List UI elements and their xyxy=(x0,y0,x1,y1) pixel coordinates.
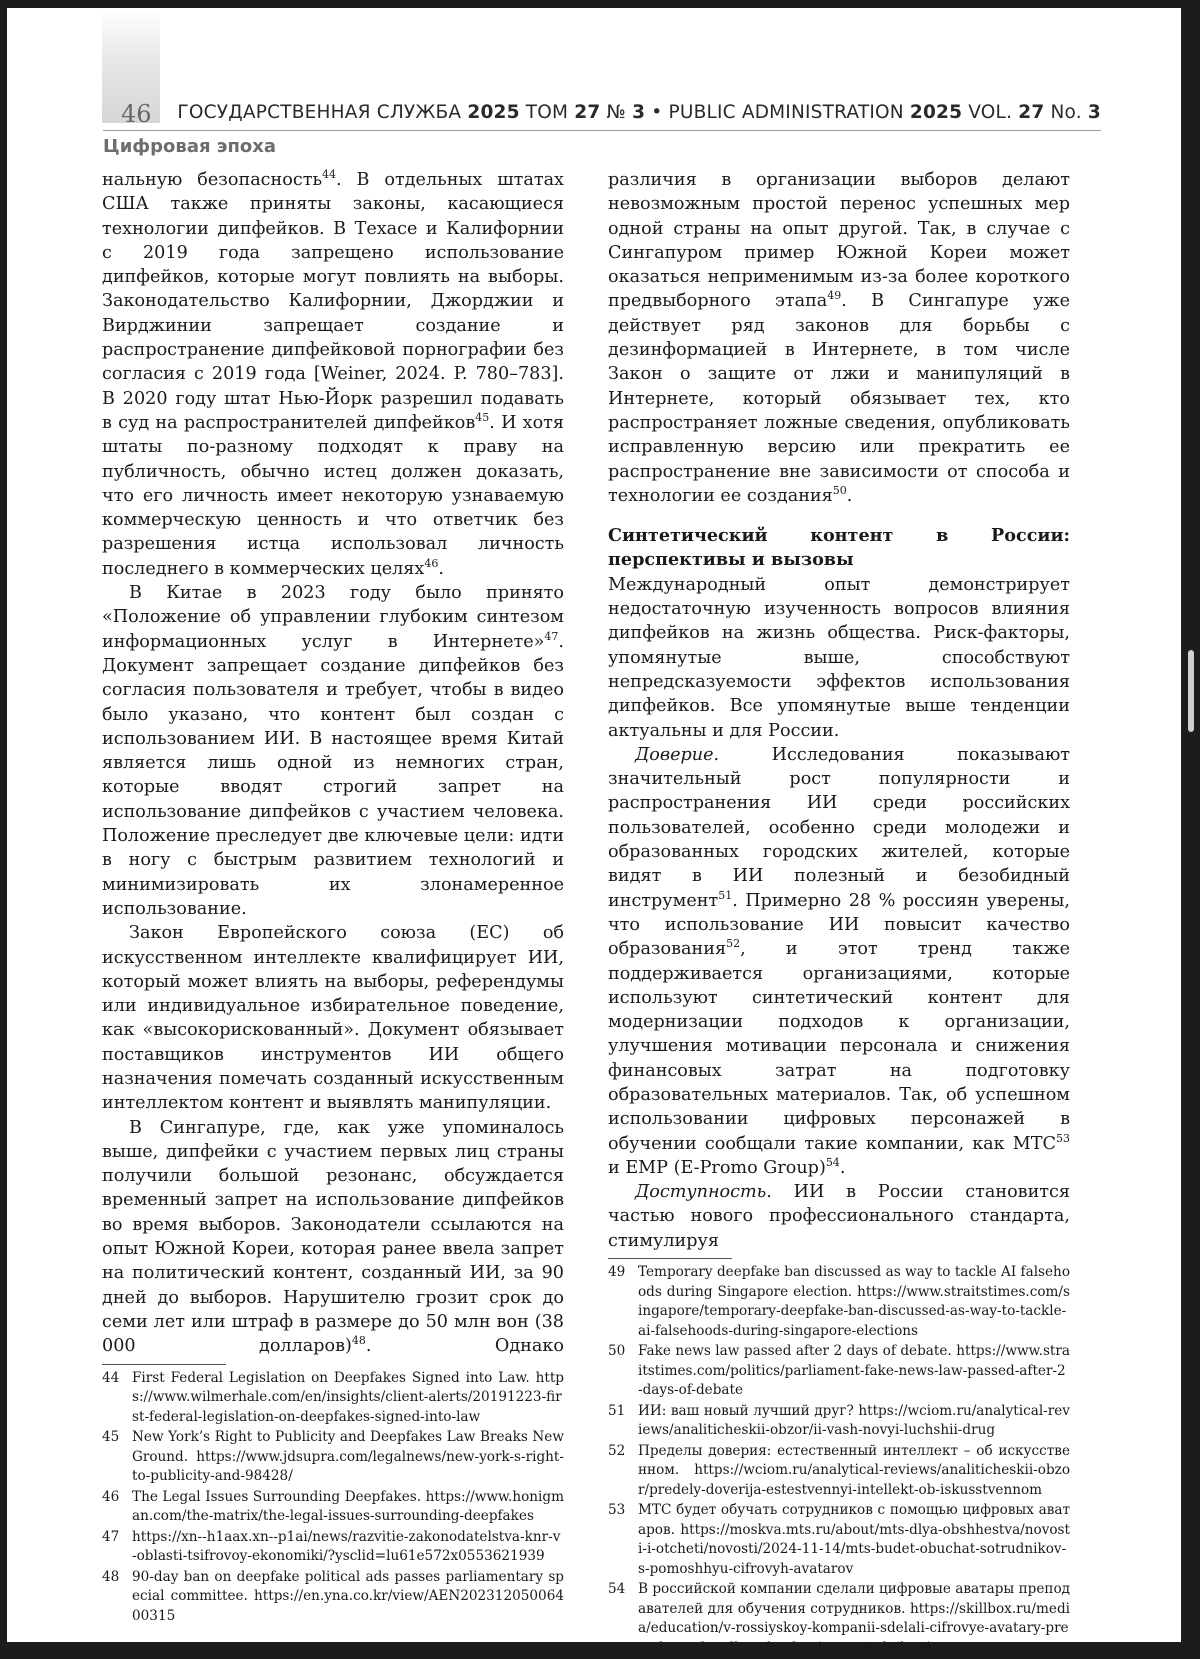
footnote-text: 90-day ban on deepfake political ads passes parliamentary special committee. https://en.yna.co.kr/view/AEN20231205006400315 xyxy=(132,1568,564,1624)
left-column xyxy=(102,168,564,1627)
footnote xyxy=(608,1263,1070,1341)
footnote-text: First Federal Legislation on Deepfakes Signed into Law. https://www.wilmerhale.com/en/insights/client-alerts/20191223-first-federal-legislation-on-deepfakes-signed-into-law xyxy=(132,1369,564,1425)
paragraph: Закон Европейского союза (ЕС) об искусственном интеллекте квалифицирует ИИ, который может влиять на выборы, референдумы или индивидуальное избирательное поведение, как «высокорискованный». Документ обязывает поставщиков инструментов ИИ общего назначения помечать созданный искусственным интеллектом контент и выявлять манипуляции. xyxy=(102,923,564,1114)
footnote-number: 51 xyxy=(608,1402,626,1419)
footnote-rule xyxy=(102,1364,226,1365)
footnote-rule xyxy=(608,1258,732,1259)
paragraph: различия в организации выборов делают невозможным простой перенос успешных мер одной страны на опыт другой. Так, в случае с Сингапуром пример Южной Кореи может оказаться неприменимым из-за более короткого предвыборного этапа$^{49}$. В Сингапуре уже действует ряд законов для борьбы с дезинформацией в Интернете, в том числе Закон о защите от лжи и манипуляций в Интернете, который обязывает тех, кто распространяет ложные сведения, опубликовать исправленную версию или прекратить ее распространение вне зависимости от способа и технологии ее создания$^{50}$. xyxy=(608,170,1070,506)
footnote xyxy=(102,1488,564,1527)
footnote-text: New York’s Right to Publicity and Deepfakes Law Breaks New Ground. https://www.jdsupra.com/legalnews/new-york-s-right-to-publicity-and-98428/ xyxy=(132,1429,564,1485)
footnote xyxy=(102,1369,564,1428)
paragraph: Доверие. Исследования показывают значительный рост популярности и распространения ИИ среди российских пользователей, особенно среди молодежи и образованных городских жителей, которые видят в ИИ полезный и безобидный инструмент$^{51}$. Примерно 28 % россиян уверены, что использование ИИ повысит качество образования$^{52}$, и этот тренд также поддерживается организациями, которые используют синтетический контент для модернизации подходов к организации, улучшения мотивации персонала и снижения финансовых затрат на подготовку образовательных материалов. Так, об успешном использовании цифровых персонажей в обучении сообщали такие компании, как МТС$^{53}$ и EMP (E-Promo Group)$^{54}$. xyxy=(608,744,1070,1178)
footnote-text: В российской компании сделали цифровые аватары преподавателей для обучения сотрудников. https://skillbox.ru/media/education/v-rossiyskoy-kompanii-sdelali-cifrovye-avatary-prepodavateley-dlya-obucheniya-sotrudnikov/ xyxy=(638,1581,1070,1656)
footnote-number: 54 xyxy=(608,1581,626,1598)
footnote-text: Temporary deepfake ban discussed as way to tackle AI falsehoods during Singapore election. https://www.straitstimes.com/singapore/temporary-deepfake-ban-discussed-as-way-to-tackle-ai-falsehoods-during-singapore-elections xyxy=(638,1264,1070,1339)
footnote-number: 49 xyxy=(608,1264,626,1281)
paragraph: нальную безопасность$^{44}$. В отдельных штатах США также приняты законы, касающиеся технологии дипфейков. В Техасе и Калифорнии с 2019 года запрещено использование дипфейков, которые могут повлиять на выборы. Законодательство Калифорнии, Джорджии и Вирджинии запрещает создание и распространение дипфейковой порнографии без согласия с 2019 года [Weiner, 2024. P. 780–783]. В 2020 году штат Нью-Йорк разрешил подавать в суд на распространителей дипфейков$^{45}$. И хотя штаты по-разному подходят к праву на публичность, обычно истец должен доказать, что его личность имеет некоторую узнаваемую коммерческую ценность и что ответчик без разрешения истца использовал личность последнего в коммерческих целях$^{46}$. xyxy=(102,168,565,579)
page-number: 46 xyxy=(121,100,152,128)
footnote xyxy=(608,1442,1070,1501)
footnote xyxy=(102,1528,564,1567)
footnotes-left xyxy=(102,1369,564,1627)
footnote-text: https://xn--h1aax.xn--p1ai/news/razvitie-zakonodatelstva-knr-v-oblasti-tsifrovoy-ekonomiki/?ysclid=lu61e572x0553621939 xyxy=(132,1528,561,1565)
footnote xyxy=(102,1428,564,1487)
footnote xyxy=(608,1402,1070,1441)
footnote-text: Пределы доверия: естественный интеллект – об искусственном. https://wciom.ru/analytical-reviews/analiticheskii-obzor/predely-doverija-estestvennyi-intellekt-ob-iskusstvennom xyxy=(638,1442,1070,1498)
footnote xyxy=(608,1342,1070,1401)
right-column xyxy=(608,168,1070,1659)
footnote-text: Fake news law passed after 2 days of debate. https://www.straitstimes.com/politics/parliament-fake-news-law-passed-after-2-days-of-debate xyxy=(638,1343,1070,1399)
running-header xyxy=(103,102,1101,132)
footnote-text: The Legal Issues Surrounding Deepfakes. https://www.honigman.com/the-matrix/the-legal-issues-surrounding-deepfakes xyxy=(132,1488,564,1525)
footnote-text: ИИ: ваш новый лучший друг? https://wciom.ru/analytical-reviews/analiticheskii-obzor/ii-vash-novyi-luchshii-drug xyxy=(638,1402,1070,1439)
footnote-number: 44 xyxy=(102,1369,120,1386)
section-title: Цифровая эпоха xyxy=(103,136,277,157)
footnote xyxy=(608,1501,1070,1579)
paragraph: В Сингапуре, где, как уже упоминалось выше, дипфейки с участием первых лиц страны получили большой резонанс, обсуждается временный запрет на использование дипфейков во время выборов. Законодатели ссылаются на опыт Южной Кореи, которая ранее ввела запрет на политический контент, созданный ИИ, за 90 дней до выборов. Нарушителю грозит срок до семи лет или штраф в размере до 50 млн вон (38 000 долларов)$^{48}$. Однако xyxy=(102,1117,564,1357)
footnote-number: 48 xyxy=(102,1568,120,1585)
footnote xyxy=(608,1580,1070,1658)
paragraph: В Китае в 2023 году было принято «Положение об управлении глубоким синтезом информационных услуг в Интернете»$^{47}$. Документ запрещает создание дипфейков без согласия пользователя и требует, чтобы в видео было указано, что контент был создан с использованием ИИ. В настоящее время Китай является лишь одной из немногих стран, которые вводят строгий запрет на использование дипфейков с участием человека. Положение преследует две ключевые цели: идти в ногу с быстрым развитием технологий и минимизировать их злонамеренное использование. xyxy=(102,583,564,919)
footnote-number: 52 xyxy=(608,1442,626,1459)
footnote-text: МТС будет обучать сотрудников с помощью цифровых аватаров. https://moskva.mts.ru/about/mts-dlya-obshhestva/novosti-i-otcheti/novosti/2024-11-14/mts-budet-obuchat-sotrudnikov-s-pomoshhyu-cifrovyh-avatarov xyxy=(638,1502,1070,1577)
paragraph: Международный опыт демонстрирует недостаточную изученность вопросов влияния дипфейков на жизнь общества. Риск-факторы, упомянутые выше, способствуют непредсказуемости эффектов использования дипфейков. Все упомянутые выше тенденции актуальны и для России. xyxy=(608,574,1070,741)
footnote-number: 50 xyxy=(608,1343,626,1360)
document-page xyxy=(7,8,1181,1656)
footnote-number: 47 xyxy=(102,1528,120,1545)
header-rule xyxy=(103,130,1101,131)
footnote-number: 45 xyxy=(102,1429,120,1446)
footnote-number: 46 xyxy=(102,1488,120,1505)
footnote-number: 53 xyxy=(608,1502,626,1519)
footnote xyxy=(102,1568,564,1627)
scrollbar-thumb[interactable] xyxy=(1188,650,1194,732)
paragraph: Доступность. ИИ в России становится частью нового профессионального стандарта, стимулируя xyxy=(608,1182,1070,1251)
footnotes-right xyxy=(608,1263,1070,1658)
journal-title: ГОСУДАРСТВЕННАЯ СЛУЖБА 2025 ТОМ 27 № 3 • PUBLIC ADMINISTRATION 2025 VOL. 27 No. 3 xyxy=(177,102,1101,123)
section-heading: Синтетический контент в России: перспективы и вызовы xyxy=(608,525,1070,571)
